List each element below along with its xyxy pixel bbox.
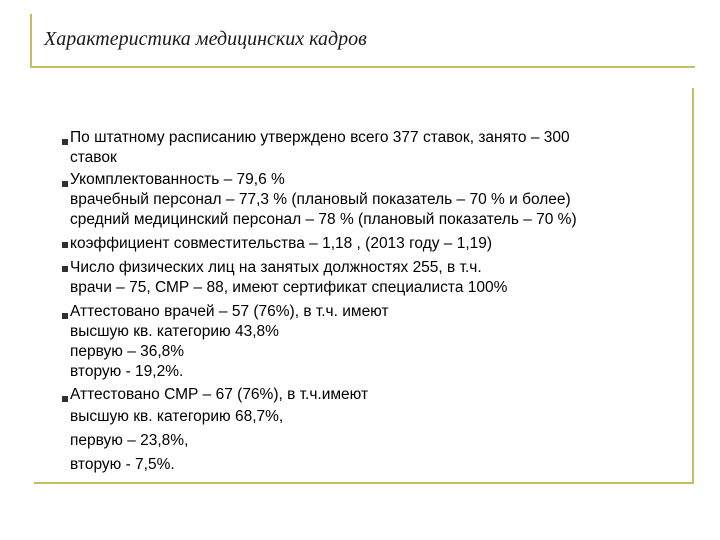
item-5-line-3: первую – 36,8% bbox=[70, 343, 185, 360]
item-2-line-3: средний медицинский персонал – 78 % (плановый показатель – 70 %) bbox=[70, 211, 577, 228]
title-accent-horizontal-rule bbox=[30, 66, 695, 68]
bullet-marker-4 bbox=[62, 266, 68, 272]
item-4-line-1: Число физических лиц на занятых должностях 255, в т.ч. bbox=[70, 259, 482, 276]
item-1-line-2: ставок bbox=[70, 149, 117, 166]
item-2-line-1: Укомплектованность – 79,6 % bbox=[70, 171, 285, 188]
bullet-marker-1 bbox=[62, 139, 68, 145]
bullet-marker-6 bbox=[62, 396, 68, 402]
item-5-line-1: Аттестовано врачей – 57 (76%), в т.ч. имеют bbox=[70, 303, 389, 320]
item-6-line-4: вторую - 7,5%. bbox=[70, 456, 175, 473]
bullet-marker-5 bbox=[62, 313, 68, 319]
item-1-line-1: По штатному расписанию утверждено всего 377 ставок, занято – 300 bbox=[70, 129, 570, 146]
slide-title: Характеристика медицинских кадров bbox=[44, 28, 367, 50]
item-2-line-2: врачебный персонал – 77,3 % (плановый показатель – 70 % и более) bbox=[70, 191, 571, 208]
title-accent-vertical-rule bbox=[30, 14, 32, 66]
item-6-line-3: первую – 23,8%, bbox=[70, 432, 189, 449]
bullet-marker-3 bbox=[62, 242, 68, 248]
item-5-line-4: вторую - 19,2%. bbox=[70, 363, 184, 380]
item-4-line-2: врачи – 75, СМР – 88, имеют сертификат специалиста 100% bbox=[70, 279, 508, 296]
item-5-line-2: высшую кв. категорию 43,8% bbox=[70, 323, 279, 340]
bullet-marker-2 bbox=[62, 181, 68, 187]
item-6-line-1: Аттестовано СМР – 67 (76%), в т.ч.имеют bbox=[70, 386, 369, 403]
item-3-line-1: коэффициент совместительства – 1,18 , (2013 году – 1,19) bbox=[70, 235, 493, 252]
item-6-line-2: высшую кв. категорию 68,7%, bbox=[70, 408, 284, 425]
